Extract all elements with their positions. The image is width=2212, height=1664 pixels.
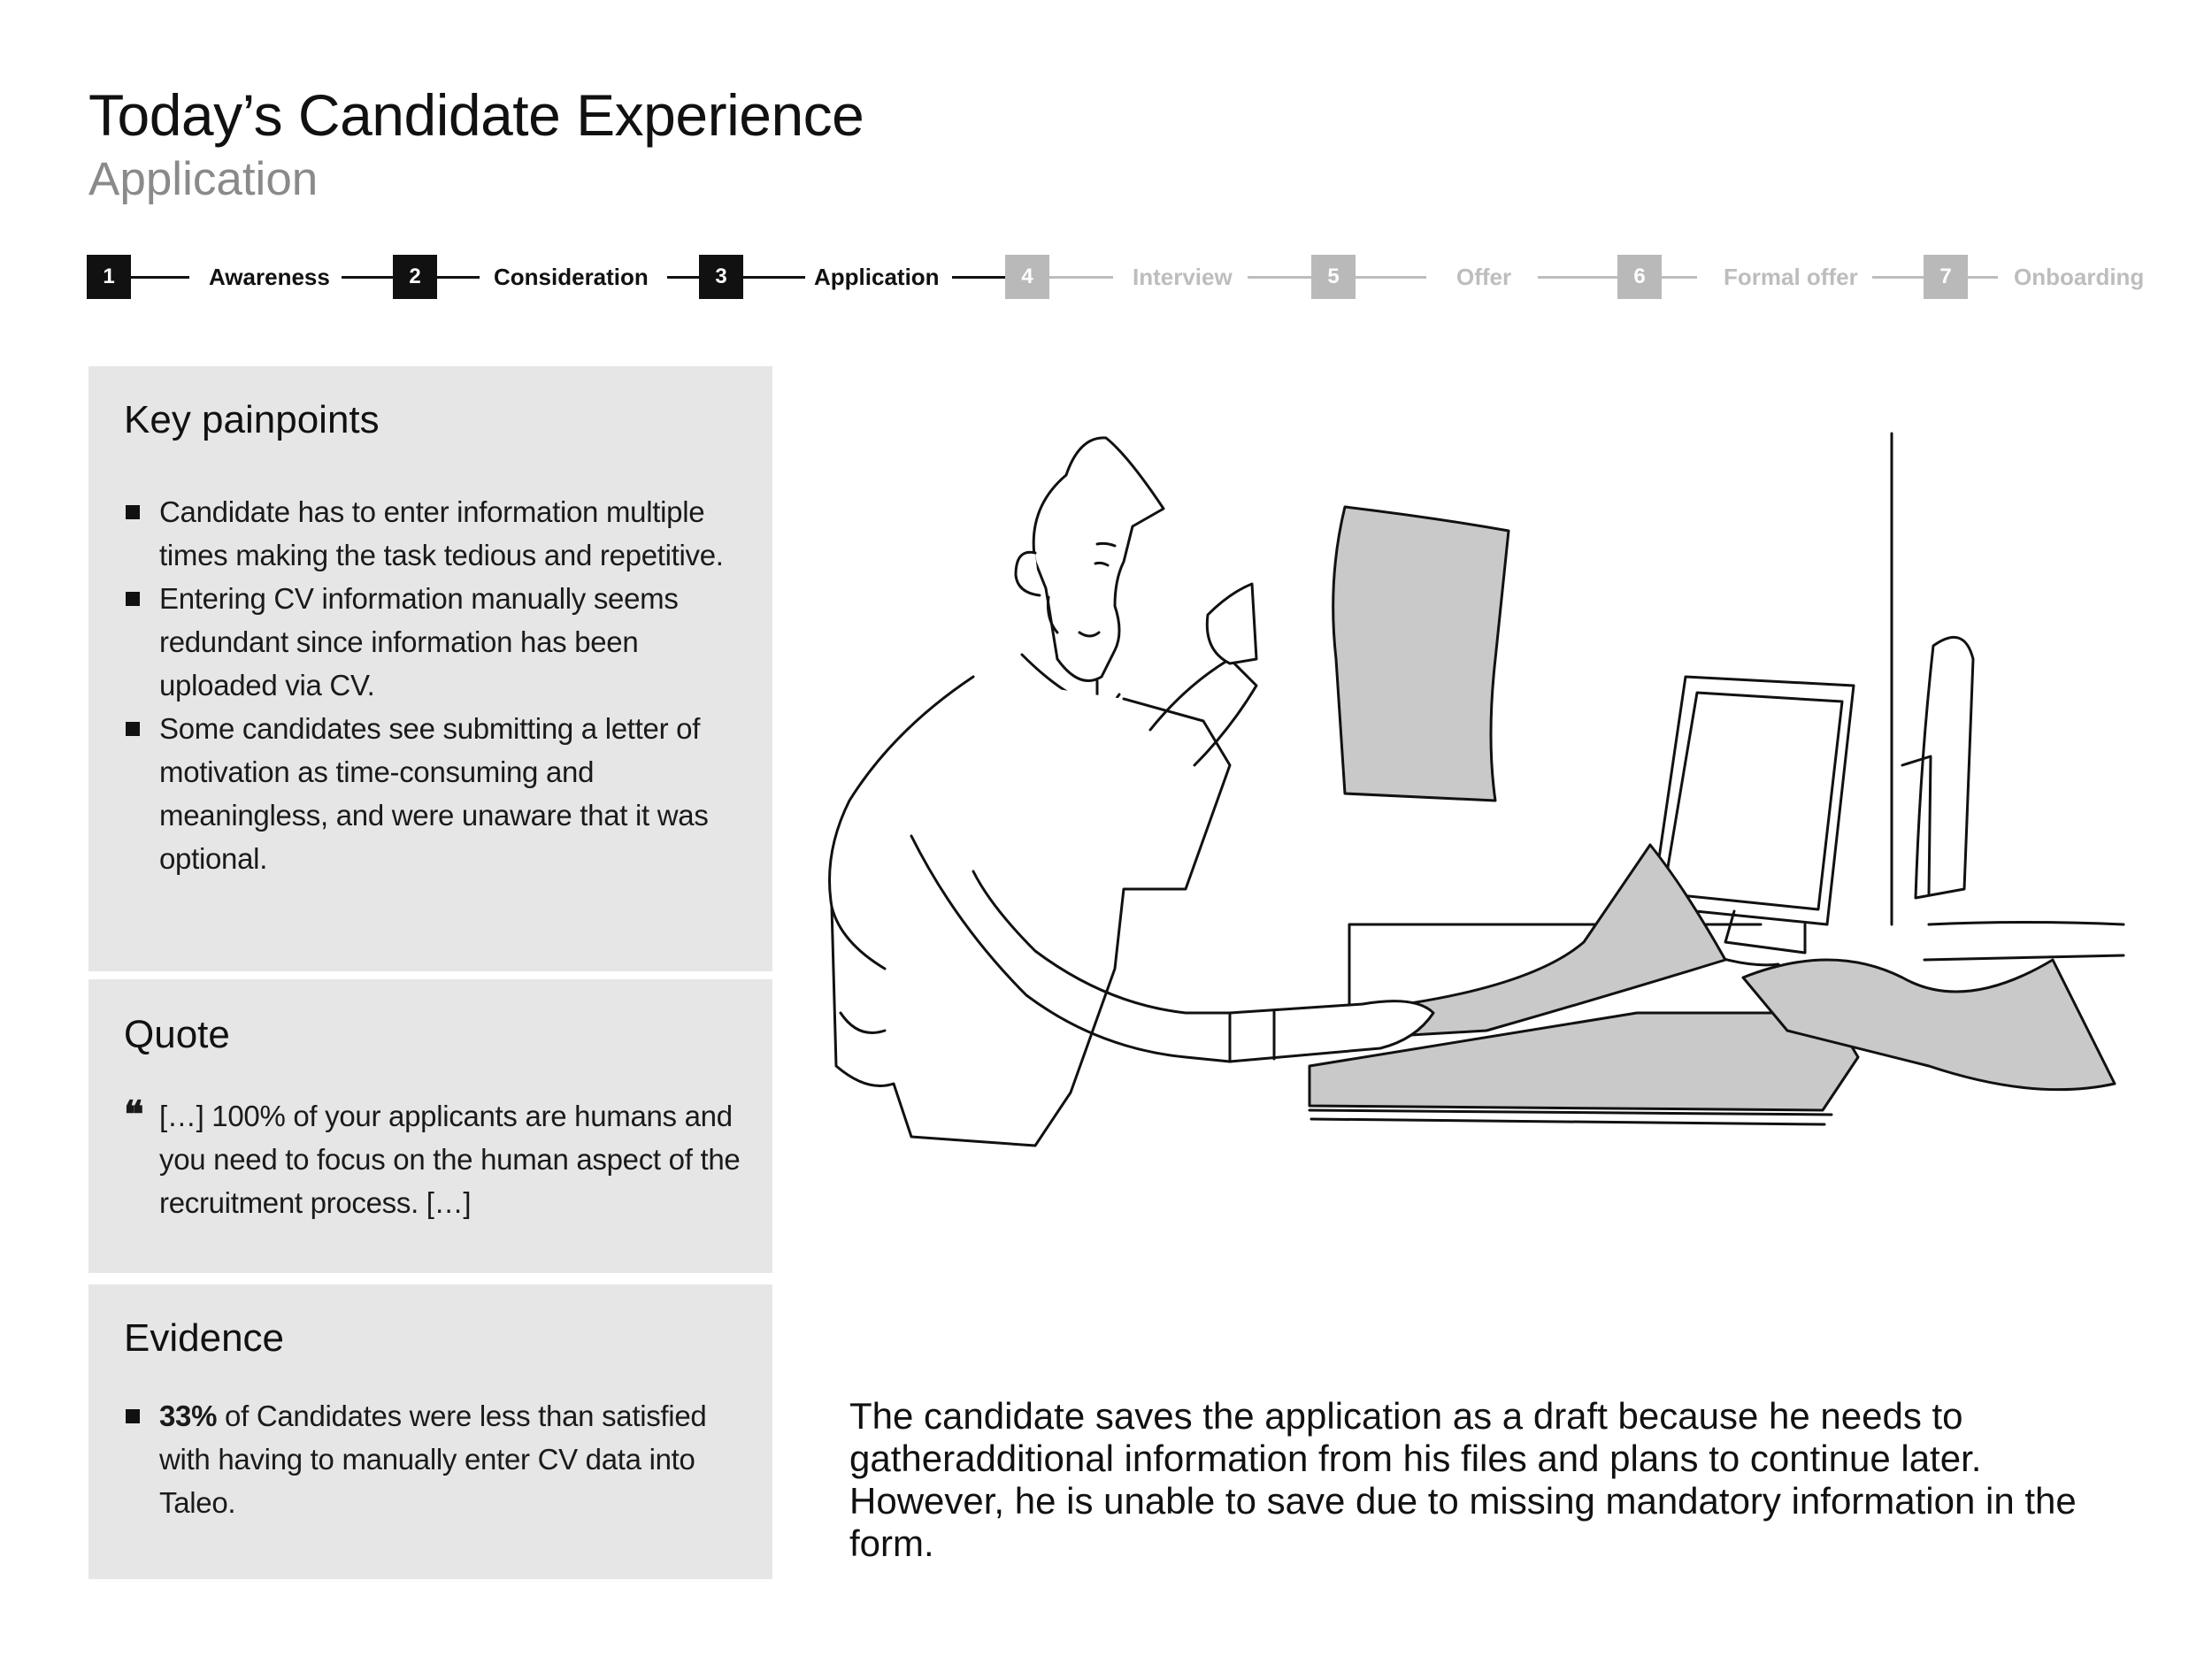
scenario-caption: The candidate saves the application as a draft because he needs to gatheradditional information from his files and plans to continue later. However, he is unable to save due to missing mandatory information in the form. [849,1395,2077,1564]
list-item [124,490,743,577]
bullet-square-icon [126,1409,140,1423]
painpoints-list [124,490,743,880]
list-item [124,1394,743,1524]
evidence-heading: Evidence [124,1316,285,1360]
bullet-square-icon [126,722,140,736]
step-3-number[interactable]: 3 [699,255,743,299]
quote-mark-icon: ❝ [124,1093,144,1136]
page-subtitle: Application [88,153,319,205]
painpoints-heading: Key painpoints [124,398,380,441]
quote-item [124,1094,743,1224]
quote-body [124,1094,743,1224]
step-1-number[interactable]: 1 [87,255,131,299]
bullet-square-icon [126,505,140,519]
painpoints-panel [88,366,772,971]
man-reviewing-documents-at-desk-illustration [814,394,2132,1225]
step-2-label[interactable]: Consideration [494,264,649,290]
list-item [124,577,743,707]
bullet-square-icon [126,592,140,606]
step-connector [667,276,699,279]
step-1-label[interactable]: Awareness [209,264,330,290]
step-7-label[interactable]: Onboarding [2014,264,2145,290]
evidence-panel [88,1284,772,1579]
step-connector [1538,276,1617,279]
list-item [124,707,743,880]
step-connector [131,276,189,279]
painpoint-text: Entering CV information manually seems redundant since information has been uploaded via CV. [159,582,679,702]
step-5-number[interactable]: 5 [1311,255,1356,299]
step-4-label[interactable]: Interview [1133,264,1233,290]
quote-heading: Quote [124,1013,230,1056]
quote-panel [88,979,772,1273]
step-connector [1872,276,1924,279]
step-3-label[interactable]: Application [814,264,940,290]
step-connector [1248,276,1311,279]
step-6-number[interactable]: 6 [1617,255,1662,299]
step-2-number[interactable]: 2 [393,255,437,299]
quote-text: […] 100% of your applicants are humans and you need to focus on the human aspect of the recruitment process. […] [159,1100,741,1219]
step-connector [1356,276,1426,279]
painpoint-text: Some candidates see submitting a letter of motivation as time-consuming and meaningless, and were unaware that it was optional. [159,712,709,875]
step-connector [743,276,805,279]
step-connector [437,276,480,279]
step-5-label[interactable]: Offer [1456,264,1512,290]
step-connector [1662,276,1697,279]
evidence-list [124,1394,743,1524]
step-7-number[interactable]: 7 [1924,255,1968,299]
journey-stepper [87,255,2148,299]
evidence-text: of Candidates were less than satisfied with having to manually enter CV data into Taleo. [159,1399,707,1519]
step-6-label[interactable]: Formal offer [1724,264,1858,290]
step-4-number[interactable]: 4 [1005,255,1049,299]
evidence-stat: 33% [159,1399,218,1432]
step-connector [342,276,393,279]
painpoint-text: Candidate has to enter information multiple times making the task tedious and repetitive. [159,495,724,571]
step-connector [952,276,1005,279]
page-title: Today’s Candidate Experience [88,82,864,148]
step-connector [1968,276,1998,279]
step-connector [1049,276,1113,279]
